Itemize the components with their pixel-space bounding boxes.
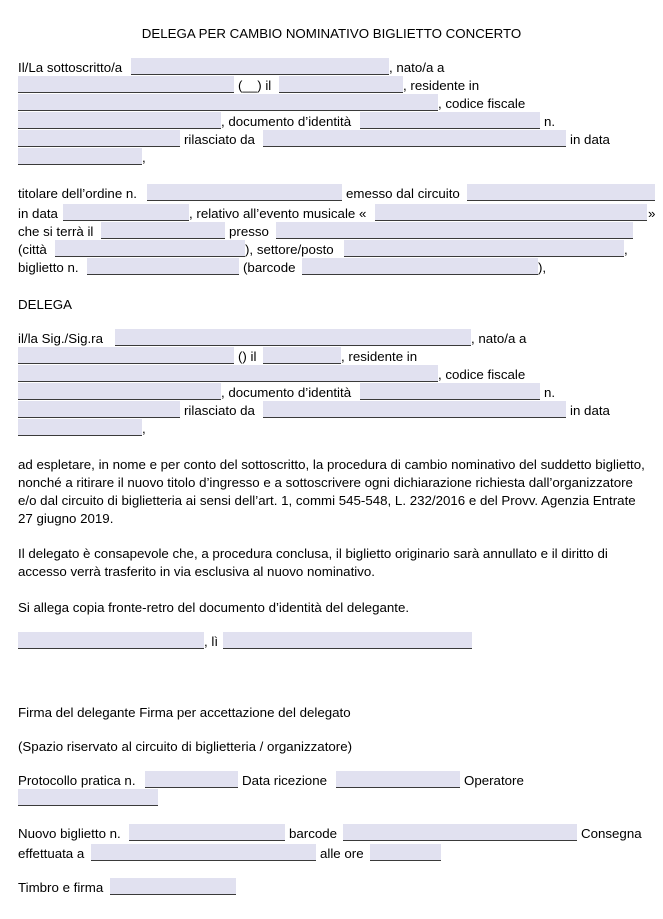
label: , — [142, 421, 146, 436]
label: Protocollo pratica n. — [18, 773, 136, 788]
delega-heading: DELEGA — [18, 297, 72, 312]
order-number-field[interactable] — [147, 184, 342, 201]
new-ticket-number-field[interactable] — [129, 824, 285, 841]
delegante-birthplace-field[interactable] — [18, 76, 234, 93]
stamp-signature-field[interactable] — [110, 878, 236, 895]
label: rilasciato da — [184, 403, 255, 418]
label: ), settore/posto — [245, 242, 334, 257]
label: , documento d’identità — [221, 385, 352, 400]
delegato-tax-code-field[interactable] — [18, 383, 221, 400]
signatures-label: Firma del delegante Firma per accettazione del delegato — [18, 705, 351, 720]
operator-field[interactable] — [18, 789, 158, 806]
delegato-issued-by-field[interactable] — [263, 401, 566, 418]
label: n. — [544, 385, 556, 400]
label: Consegna — [581, 826, 642, 841]
barcode-field[interactable] — [302, 258, 538, 275]
circuit-field[interactable] — [467, 184, 655, 201]
label: , codice fiscale — [438, 367, 526, 382]
delegato-id-number-field[interactable] — [18, 401, 180, 418]
label: , documento d’identità — [221, 114, 352, 129]
delegato-name-field[interactable] — [115, 329, 471, 346]
delegation-text: ad espletare, in nome e per conto del sottoscritto, la procedura di cambio nominativo del suddetto biglietto, nonché a ritirare il nuovo titolo d’ingresso e a sottoscrivere ogni dichiarazione richiesta dall’organizzatore e/o dal circuito di biglietteria ai sensi dell’art. 1, commi 545-548, L. 232/2016 e del Provv. Agenzia Entrate 27 giugno 2019. — [18, 457, 645, 526]
date-field[interactable] — [223, 632, 472, 649]
city-field[interactable] — [55, 240, 245, 257]
label: in data — [18, 206, 58, 221]
label: rilasciato da — [184, 132, 255, 147]
label: barcode — [289, 826, 338, 841]
delegante-id-number-field[interactable] — [18, 130, 180, 147]
delegato-residence-field[interactable] — [18, 365, 438, 382]
label: , residente in — [341, 349, 418, 364]
label: biglietto n. — [18, 260, 79, 275]
delivered-to-field[interactable] — [91, 844, 316, 861]
label: , lì — [204, 634, 219, 649]
label: il/la Sig./Sig.ra — [18, 331, 103, 346]
label: in data — [570, 403, 610, 418]
delegato-issue-date-field[interactable] — [18, 419, 142, 436]
label: Operatore — [464, 773, 524, 788]
label: effettuata a — [18, 846, 85, 861]
label: Nuovo biglietto n. — [18, 826, 121, 841]
label: titolare dell’ordine n. — [18, 186, 138, 201]
label: n. — [544, 114, 556, 129]
label: , — [624, 242, 628, 257]
label: , residente in — [403, 78, 480, 93]
delegato-id-document-field[interactable] — [360, 383, 540, 400]
reserved-section-label: (Spazio riservato al circuito di biglietteria / organizzatore) — [18, 739, 353, 754]
label: () il — [238, 349, 257, 364]
receipt-date-field[interactable] — [336, 771, 460, 788]
label: (__) il — [238, 78, 272, 93]
label: » — [648, 206, 656, 221]
label: ), — [538, 260, 547, 275]
delegante-issued-by-field[interactable] — [263, 130, 566, 147]
sector-seat-field[interactable] — [344, 240, 624, 257]
new-barcode-field[interactable] — [343, 824, 577, 841]
label: , — [142, 150, 146, 165]
delegante-name-field[interactable] — [131, 58, 389, 75]
delegante-birthdate-field[interactable] — [279, 76, 403, 93]
protocol-number-field[interactable] — [145, 771, 238, 788]
delegante-id-document-field[interactable] — [360, 112, 540, 129]
delegante-tax-code-field[interactable] — [18, 112, 221, 129]
label: alle ore — [320, 846, 364, 861]
label: emesso dal circuito — [346, 186, 460, 201]
delegato-birthplace-field[interactable] — [18, 347, 234, 364]
event-name-field[interactable] — [375, 204, 647, 221]
label: in data — [570, 132, 610, 147]
label: Il/La sottoscritto/a — [18, 60, 123, 75]
awareness-text: Il delegato è consapevole che, a procedura conclusa, il biglietto originario sarà annullato e il diritto di accesso verrà trasferito in via esclusiva al nuovo nominativo. — [18, 546, 608, 579]
label: , relativo all’evento musicale « — [189, 206, 367, 221]
label: , codice fiscale — [438, 96, 526, 111]
document-title: DELEGA PER CAMBIO NOMINATIVO BIGLIETTO CONCERTO — [141, 26, 522, 41]
delegante-issue-date-field[interactable] — [18, 148, 142, 165]
event-date-field[interactable] — [101, 222, 225, 239]
label: (città — [18, 242, 47, 257]
label: , nato/a a — [471, 331, 527, 346]
delegante-residence-field[interactable] — [18, 94, 438, 111]
order-date-field[interactable] — [63, 204, 189, 221]
attachment-text: Si allega copia fronte-retro del documento d’identità del delegante. — [18, 600, 410, 615]
label: Data ricezione — [242, 773, 327, 788]
label: Timbro e firma — [18, 880, 104, 895]
label: , nato/a a — [389, 60, 445, 75]
label: (barcode — [243, 260, 296, 275]
label: presso — [229, 224, 269, 239]
label: che si terrà il — [18, 224, 94, 239]
ticket-number-field[interactable] — [87, 258, 239, 275]
venue-field[interactable] — [276, 222, 633, 239]
delivery-time-field[interactable] — [370, 844, 441, 861]
place-field[interactable] — [18, 632, 204, 649]
delegato-birthdate-field[interactable] — [263, 347, 341, 364]
